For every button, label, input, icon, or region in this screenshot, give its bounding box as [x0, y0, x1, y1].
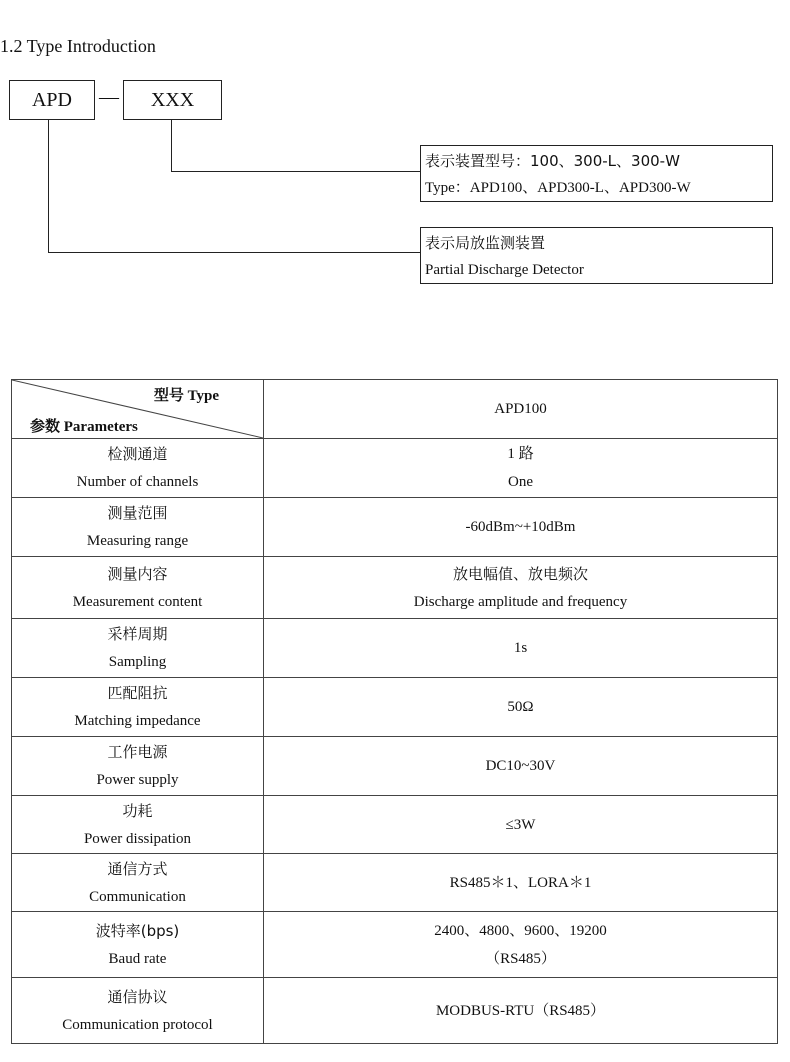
param-cell	[12, 619, 264, 678]
value-line-1: 2400、4800、9600、19200	[434, 922, 607, 939]
table-header-row	[12, 380, 778, 439]
param-cn: 工作电源	[107, 743, 168, 761]
param-en: Power supply	[96, 772, 179, 788]
param-cn: 功耗	[122, 801, 153, 820]
device-description-box	[420, 227, 773, 284]
value-cell	[264, 557, 778, 619]
param-en: Power dissipation	[83, 830, 192, 847]
value-cell	[264, 978, 778, 1044]
prefix-label: APD	[31, 88, 72, 111]
table-row	[12, 557, 778, 619]
model-description-en: Type：APD100、APD300-L、APD300-W	[425, 180, 691, 196]
param-cn: 通信方式	[107, 859, 168, 878]
param-cell	[12, 854, 264, 912]
param-cell	[12, 912, 264, 978]
param-cell	[12, 978, 264, 1044]
table-row	[12, 619, 778, 678]
param-cn: 采样周期	[107, 625, 168, 643]
param-cn: 测量范围	[107, 504, 168, 522]
value-line-2: （RS485）	[485, 950, 556, 967]
table-row	[12, 796, 778, 854]
value-cell	[264, 796, 778, 854]
device-description-cn: 表示局放监测装置	[425, 234, 546, 252]
param-cn: 匹配阻抗	[107, 684, 168, 702]
table-row	[12, 498, 778, 557]
value-line-1: MODBUS-RTU（RS485）	[435, 1002, 606, 1019]
suffix-connector-vertical	[171, 120, 172, 172]
header-model-cell: APD100	[264, 380, 778, 439]
header-type-label: 型号 Type	[153, 388, 219, 404]
value-line-2: Discharge amplitude and frequency	[413, 593, 628, 610]
param-en: Matching impedance	[74, 713, 201, 729]
param-cn: 波特率(bps)	[95, 921, 180, 940]
param-en: Baud rate	[108, 950, 167, 967]
param-cell	[12, 796, 264, 854]
param-cell	[12, 498, 264, 557]
code-dash: —	[99, 86, 119, 108]
spec-table	[11, 379, 778, 1044]
section-title: 1.2 Type Introduction	[0, 36, 156, 56]
value-cell	[264, 854, 778, 912]
param-en: Number of channels	[76, 474, 199, 490]
header-param-label: 参数 Parameters	[30, 419, 138, 435]
suffix-box	[123, 80, 222, 120]
value-line-1: RS485＊1、LORA＊1	[449, 874, 592, 891]
param-en: Sampling	[108, 654, 167, 670]
suffix-connector-horizontal	[171, 171, 421, 172]
value-cell	[264, 737, 778, 796]
table-row	[12, 854, 778, 912]
value-line-2: One	[508, 474, 533, 490]
model-description-cn: 表示装置型号：100、300-L、300-W	[425, 152, 680, 170]
value-line-1: 1s	[513, 640, 528, 656]
value-cell	[264, 498, 778, 557]
param-cn: 检测通道	[107, 445, 168, 463]
param-cell	[12, 678, 264, 737]
prefix-box	[9, 80, 95, 120]
value-line-1: 50Ω	[507, 699, 534, 715]
value-line-1: 放电幅值、放电频次	[452, 564, 588, 583]
param-en: Measurement content	[72, 593, 203, 610]
table-row	[12, 737, 778, 796]
value-line-1: ≤3W	[505, 816, 536, 833]
device-description-en: Partial Discharge Detector	[425, 262, 584, 278]
value-line-1: 1 路	[507, 446, 534, 462]
param-cn: 测量内容	[107, 564, 168, 583]
table-row	[12, 978, 778, 1044]
value-cell	[264, 912, 778, 978]
value-cell	[264, 439, 778, 498]
suffix-label: XXX	[150, 88, 195, 111]
model-description-box	[420, 145, 773, 202]
value-line-1: -60dBm~+10dBm	[465, 519, 576, 535]
value-cell	[264, 678, 778, 737]
value-line-1: DC10~30V	[485, 758, 556, 774]
param-en: Communication protocol	[62, 1016, 213, 1033]
prefix-connector-horizontal	[48, 252, 421, 253]
table-row	[12, 439, 778, 498]
param-cell	[12, 557, 264, 619]
param-cn: 通信协议	[107, 987, 168, 1006]
param-cell	[12, 737, 264, 796]
value-cell	[264, 619, 778, 678]
table-row	[12, 912, 778, 978]
param-en: Measuring range	[86, 533, 189, 549]
param-cell	[12, 439, 264, 498]
prefix-connector-vertical	[48, 120, 49, 253]
table-row	[12, 678, 778, 737]
header-corner-cell	[12, 380, 264, 439]
param-en: Communication	[89, 888, 186, 905]
